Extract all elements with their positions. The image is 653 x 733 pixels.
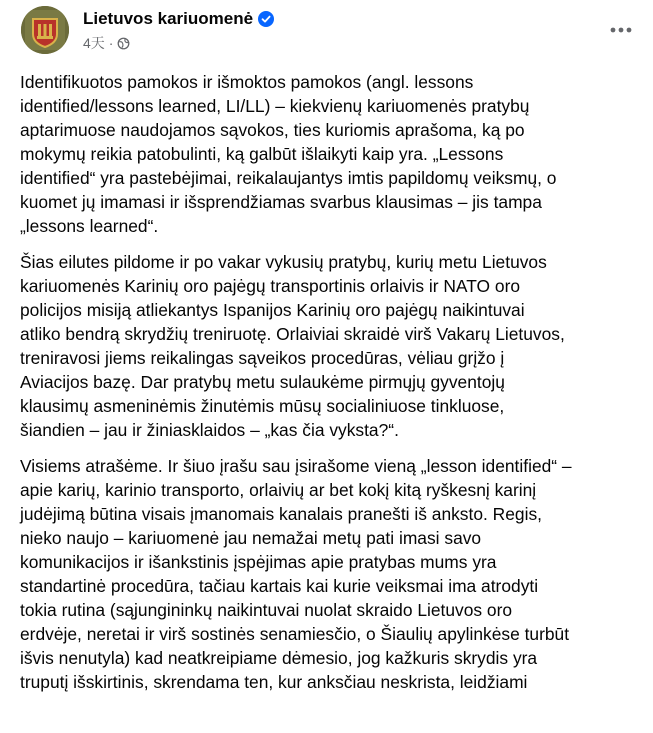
post-text-line: identified“ yra pastebėjimai, reikalaujantys imtis papildomų veiksmų, o: [20, 168, 557, 188]
post-text-line: kuomet jų imamasi ir išsprendžiamas svarbus klausimas – jis tampa: [20, 192, 542, 212]
post-text-line: atliko bendrą skrydžių treniruotę. Orlaiviai skraidė virš Vakarų Lietuvos,: [20, 324, 565, 344]
post-text-line: Aviacijos bazę. Dar pratybų metu sulaukėme pirmųjų gyventojų: [20, 372, 505, 392]
post-text-line: apie karių, karinio transporto, orlaivių ar bet kokį kitą ryškesnį karinį: [20, 480, 537, 500]
post-text-line: truputį išskirtinis, skrendama ten, kur anksčiau neskrista, leidžiami: [20, 672, 528, 692]
post-text-line: erdvėje, neretai ir virš sostinės senamiesčio, o Šiaulių apylinkėse turbūt: [20, 624, 570, 644]
post-text-line: policijos misiją atliekantys Ispanijos Karinių oro pajėgų naikintuvai: [20, 300, 525, 320]
post-text-line: Identifikuotos pamokos ir išmoktos pamokos (angl. lessons: [20, 72, 474, 92]
post-text-line: aptarimuose naudojamos sąvokos, ties kuriomis aprašoma, ką po: [20, 120, 525, 140]
verified-badge-icon: [258, 11, 274, 27]
post-text-line: „lessons learned“.: [20, 216, 159, 236]
post-meta: [83, 34, 130, 52]
post-text-line: Šias eilutes pildome ir po vakar vykusių pratybų, kurių metu Lietuvos: [20, 252, 547, 272]
post-timestamp[interactable]: 4天: [83, 35, 105, 51]
post-text-line: šiandien – jau ir žiniasklaidos – „kas čia vyksta?“.: [20, 420, 399, 440]
meta-separator: ·: [108, 35, 114, 51]
post-paragraph: [20, 454, 640, 694]
post-text-line: Visiems atrašėme. Ir šiuo įrašu sau įsirašome vieną „lesson identified“ –: [20, 456, 572, 476]
post-text-line: identified/lessons learned, LI/LL) – kiekvienų kariuomenės pratybų: [20, 96, 530, 116]
more-options-icon: [610, 27, 632, 33]
post-paragraph: [20, 250, 640, 442]
post-text-line: klausimų asmeninėmis žinutėmis mūsų socialiniuose tinkluose,: [20, 396, 505, 416]
post-body: [20, 70, 640, 706]
post-text-line: mokymų reikia patobulinti, ką galbūt išlaikyti kaip yra. „Lessons: [20, 144, 504, 164]
post-text-line: nieko naujo – kariuomenė jau nemažai metų pati imasi savo: [20, 528, 482, 548]
post-text-line: išvis nenutyla) kad neatkreipiame dėmesio, jog kažkuris skrydis yra: [20, 648, 538, 668]
post-text-line: judėjimą būtina visais įmanomais kanalais pranešti iš anksto. Regis,: [20, 504, 542, 524]
globe-icon[interactable]: [117, 37, 130, 50]
author-name-row: [83, 8, 274, 30]
post-text-line: tokia rutina (sąjungininkų naikintuvai nuolat skraido Lietuvos oro: [20, 600, 513, 620]
page-avatar[interactable]: [21, 6, 69, 54]
military-emblem-icon: [21, 6, 69, 54]
post-text-line: treniravosi jiems reikalingas sąveikos procedūras, vėliau grįžo į: [20, 348, 505, 368]
post-text-line: kariuomenės Karinių oro pajėgų transportinis orlaivis ir NATO oro: [20, 276, 521, 296]
post-paragraph: [20, 70, 640, 238]
post-text-line: komunikacijos ir išankstinis įspėjimas apie pratybas mums yra: [20, 552, 497, 572]
more-options-button[interactable]: [603, 16, 639, 44]
post-text-line: standartinė procedūra, tačiau kartais kai kurie veiksmai ima atrodyti: [20, 576, 539, 596]
author-name[interactable]: Lietuvos kariuomenė: [83, 9, 254, 28]
